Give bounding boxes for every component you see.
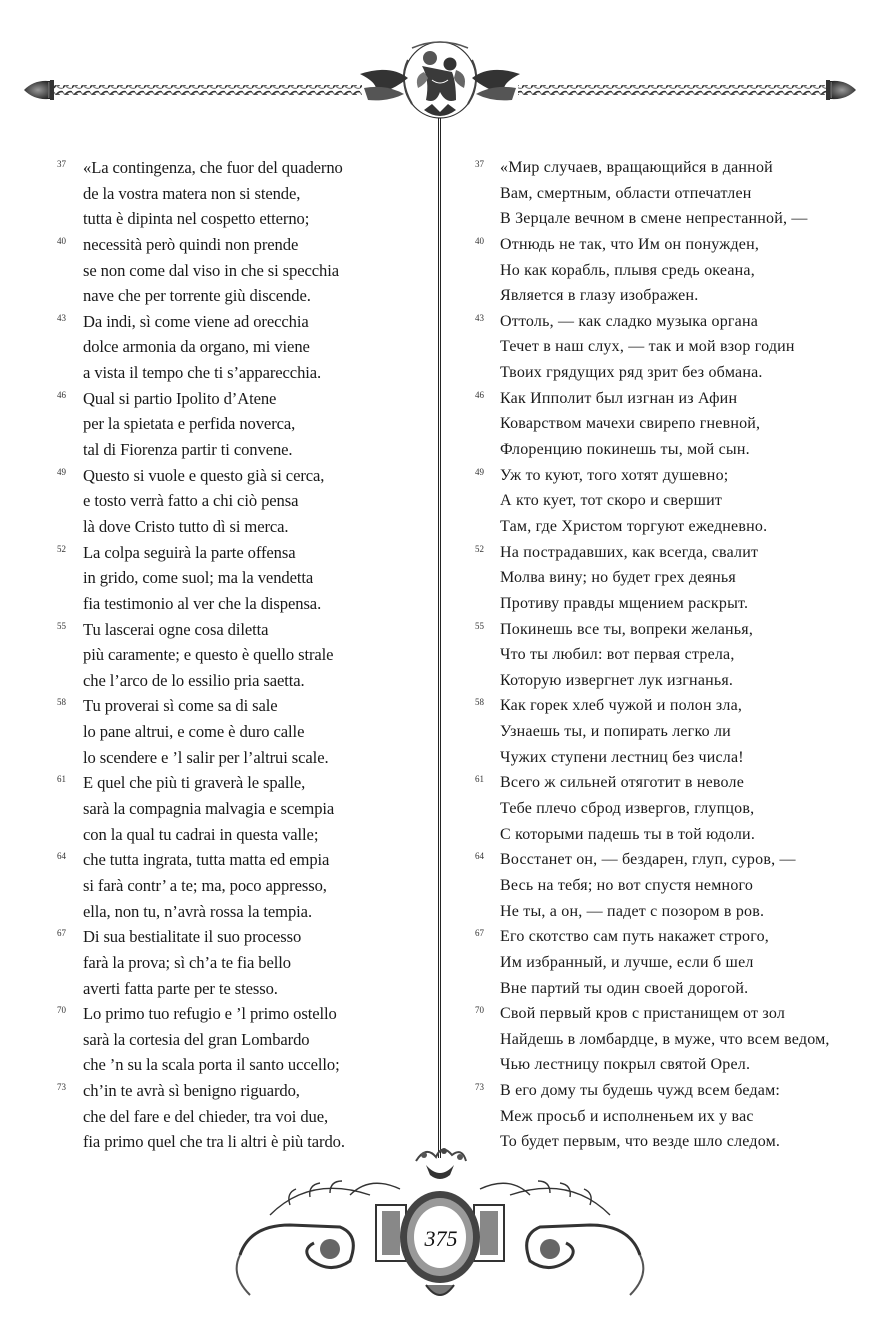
verse-line: dolce armonia da organo, mi viene: [83, 337, 310, 357]
verse-line: nave che per torrente giù discende.: [83, 286, 311, 306]
verse-line: fia testimonio al ver che la dispensa.: [83, 593, 322, 613]
verse-line: Чужих ступени лестниц без числа!: [500, 748, 744, 766]
russian-column: [445, 155, 875, 1155]
tercet: [445, 155, 875, 232]
line-number: 70: [475, 1005, 484, 1016]
verse-line: in grido, come suol; ma la vendetta: [83, 568, 314, 588]
verse-line: lo scendere e ’l salir per l’altrui scale.: [83, 747, 329, 767]
verse-line: Вам, смертным, области отпечатлен: [500, 184, 752, 202]
tercet: [445, 693, 875, 770]
tercet: [0, 309, 430, 386]
verse-line: Тебе плечо сброд извергов, глупцов,: [500, 800, 755, 818]
verse-line: Покинешь все ты, вопреки желанья,: [500, 620, 754, 638]
line-number: 64: [57, 851, 66, 862]
tercet: [445, 770, 875, 847]
right-finial-icon: [826, 80, 856, 100]
top-rope-ornament: [0, 0, 880, 130]
verse-line: В Зерцале вечном в смене непрестанной, —: [500, 210, 808, 228]
verse-line: Весь на тебя; но вот спустя немного: [500, 876, 754, 894]
tercet: [0, 232, 430, 309]
verse-line: Его скотство сам путь накажет строго,: [500, 928, 769, 946]
verse-line: farà la prova; sì ch’a te fia bello: [83, 952, 291, 972]
verse-line: Является в глазу изображен.: [500, 287, 699, 305]
verse-line: Течет в наш слух, — так и мой взор годин: [500, 338, 795, 356]
verse-line: Вне партий ты один своей дорогой.: [500, 979, 749, 997]
verse-line: necessità però quindi non prende: [83, 234, 299, 254]
verse-line: Tu proverai sì come sa di sale: [83, 696, 278, 716]
verse-line: Как Ипполит был изгнан из Афин: [500, 389, 738, 407]
line-number: 58: [57, 697, 66, 708]
tercet: [0, 463, 430, 540]
verse-line: averti fatta parte per te stesso.: [83, 978, 278, 998]
verse-line: Как горек хлеб чужой и полон зла,: [500, 697, 743, 715]
tercet: [0, 617, 430, 694]
verse-line: Не ты, а он, — падет с позором в ров.: [500, 902, 765, 920]
verse-line: Da indi, sì come viene ad orecchia: [83, 311, 309, 331]
verse-line: Уж то куют, того хотят душевно;: [500, 466, 729, 484]
line-number: 43: [57, 312, 66, 323]
verse-line: Твоих грядущих ряд зрит без обмана.: [500, 364, 763, 382]
verse-line: con la qual tu cadrai in questa valle;: [83, 824, 319, 844]
line-number: 58: [475, 697, 484, 708]
tercet: [445, 924, 875, 1001]
line-number: 73: [57, 1082, 66, 1093]
column-divider: [437, 118, 442, 1158]
verse-line: С которыми падешь ты в той юдоли.: [500, 825, 756, 843]
tercet: [0, 1001, 430, 1078]
line-number: 40: [57, 235, 66, 246]
line-number: 43: [475, 312, 484, 323]
verse-line: per la spietata e perfida noverca,: [83, 414, 296, 434]
verse-line: sarà la compagnia malvagia e scempia: [83, 799, 335, 819]
tercet: [445, 1001, 875, 1078]
line-number: 46: [57, 389, 66, 400]
verse-line: si farà contr’ a te; ma, poco appresso,: [83, 875, 327, 895]
tercet: [445, 309, 875, 386]
verse-line: Свой первый кров с пристанищем от зол: [500, 1005, 786, 1023]
verse-line: ch’in te avrà sì benigno riguardo,: [83, 1081, 300, 1101]
verse-line: Флоренцию покинешь ты, мой сын.: [500, 441, 750, 459]
scroll-left-icon: [237, 1225, 354, 1295]
tercet: [0, 540, 430, 617]
verse-line: che ’n su la scala porta il santo uccello;: [83, 1055, 340, 1075]
line-number: 64: [475, 851, 484, 862]
tercet: [445, 463, 875, 540]
verse-line: Но как корабль, плывя средь океана,: [500, 261, 755, 279]
line-number: 37: [475, 159, 484, 169]
tercet: [0, 1078, 430, 1155]
verse-line: Questo si vuole e questo già si cerca,: [83, 465, 325, 485]
verse-line: Противу правды мщением раскрыт.: [500, 594, 749, 612]
verse-line: fia primo quel che tra li altri è più tardo.: [83, 1132, 345, 1152]
verse-line: più caramente; e questo è quello strale: [83, 645, 334, 665]
tercet: [0, 847, 430, 924]
tercet: [445, 1078, 875, 1155]
verse-line: Меж просьб и исполненьем их у вас: [500, 1107, 754, 1125]
tercet: [0, 693, 430, 770]
flower-basket-icon: [416, 1148, 466, 1179]
tercet: [445, 617, 875, 694]
verse-line: e tosto verrà fatto a chi ciò pensa: [83, 491, 299, 511]
verse-line: Им избранный, и лучше, если б шел: [500, 953, 754, 971]
verse-line: sarà la cortesia del gran Lombardo: [83, 1029, 310, 1049]
line-number: 49: [475, 466, 484, 477]
line-number: 40: [475, 235, 484, 246]
scroll-right-icon: [527, 1225, 644, 1295]
page-number: 375: [424, 1226, 458, 1251]
tercet: [0, 386, 430, 463]
tercet: [445, 386, 875, 463]
line-number: 55: [475, 620, 484, 631]
verse-line: Молва вину; но будет грех деянья: [500, 569, 736, 587]
verse-line: Оттоль, — как сладко музыка органа: [500, 312, 759, 330]
line-number: 67: [475, 928, 484, 939]
italian-column: [0, 155, 430, 1155]
line-number: 49: [57, 466, 66, 477]
tercet: [445, 847, 875, 924]
line-number: 52: [475, 543, 484, 554]
line-number: 61: [475, 774, 484, 785]
verse-line: a vista il tempo che ti s’apparecchia.: [83, 363, 322, 383]
verse-line: «Мир случаев, вращающийся в данной: [500, 159, 773, 176]
verse-line: Всего ж сильней отяготит в неволе: [500, 774, 745, 792]
rope-left: [54, 85, 362, 95]
tercet: [0, 155, 430, 232]
verse-line: Что ты любил: вот первая стрела,: [500, 646, 735, 664]
verse-line: А кто кует, тот скоро и свершит: [500, 492, 723, 510]
line-number: 73: [475, 1082, 484, 1093]
verse-line: Lo primo tuo refugio e ’l primo ostello: [83, 1004, 337, 1024]
line-number: 37: [57, 159, 66, 169]
line-number: 70: [57, 1005, 66, 1016]
tercet: [0, 924, 430, 1001]
verse-line: Чью лестницу покрыл святой Орел.: [500, 1056, 751, 1074]
line-number: 55: [57, 620, 66, 631]
verse-line: На пострадавших, как всегда, свалит: [500, 543, 759, 561]
verse-line: Узнаешь ты, и попирать легко ли: [500, 723, 731, 741]
verse-line: che tutta ingrata, tutta matta ed empia: [83, 850, 330, 870]
verse-line: che l’arco de lo essilio pria saetta.: [83, 670, 305, 690]
verse-line: là dove Cristo tutto dì si merca.: [83, 516, 289, 536]
verse-line: che del fare e del chieder, tra voi due,: [83, 1106, 329, 1126]
verse-line: se non come dal viso in che si specchia: [83, 260, 339, 280]
left-finial-icon: [24, 80, 54, 100]
verse-line: de la vostra matera non si stende,: [83, 183, 301, 203]
line-number: 67: [57, 928, 66, 939]
tercet: [445, 540, 875, 617]
verse-line: «La contingenza, che fuor del quaderno: [83, 158, 343, 177]
verse-line: Найдешь в ломбардце, в муже, что всем ведом,: [500, 1030, 830, 1048]
verse-line: Отнюдь не так, что Им он понужден,: [500, 235, 760, 253]
line-number: 52: [57, 543, 66, 554]
verse-line: Которую извергнет лук изгнанья.: [500, 671, 734, 689]
verse-line: ella, non tu, n’avrà rossa la tempia.: [83, 901, 312, 921]
verse-line: lo pane altrui, e come è duro calle: [83, 722, 305, 742]
verse-line: Коварством мачехи свирепо гневной,: [500, 415, 761, 433]
verse-line: Qual si partio Ipolito d’Atene: [83, 388, 277, 408]
verse-line: E quel che più ti graverà le spalle,: [83, 773, 306, 793]
verse-line: В его дому ты будешь чужд всем бедам:: [500, 1082, 781, 1100]
verse-line: tal di Fiorenza partir ti convene.: [83, 440, 293, 460]
verse-line: Di sua bestialitate il suo processo: [83, 927, 302, 947]
cherub-medallion-icon: [360, 42, 520, 118]
rope-right: [518, 85, 826, 95]
verse-line: Там, где Христом торгуют ежедневно.: [500, 517, 768, 535]
line-number: 61: [57, 774, 66, 785]
verse-line: tutta è dipinta nel cospetto etterno;: [83, 209, 310, 229]
verse-line: Tu lascerai ogne cosa diletta: [83, 619, 269, 639]
line-number: 46: [475, 389, 484, 400]
verse-line: Восстанет он, — бездарен, глуп, суров, —: [500, 851, 796, 869]
tercet: [0, 770, 430, 847]
verse-line: La colpa seguirà la parte offensa: [83, 542, 296, 562]
verse-line: То будет первым, что везде шло следом.: [500, 1133, 781, 1151]
tercet: [445, 232, 875, 309]
